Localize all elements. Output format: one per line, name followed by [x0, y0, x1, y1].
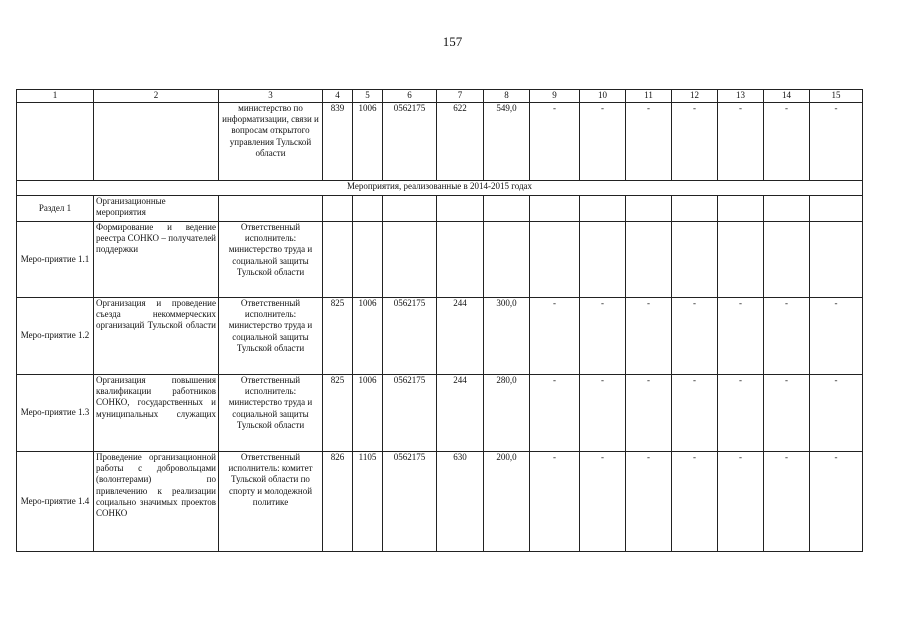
header-cell: 10 [580, 90, 626, 103]
cell-amount: 300,0 [484, 298, 530, 375]
executor-cell: министерство по информатизации, связи и вопросам открытого управления Тульской области [219, 103, 323, 181]
table-row [17, 103, 863, 181]
activity-number: Меро-приятие 1.4 [17, 452, 94, 552]
cell-dash: - [580, 375, 626, 452]
cell-empty [810, 196, 863, 222]
cell-dash: - [718, 452, 764, 552]
activity-title: Организация повышения квалификации работников СОНКО, государственных и муниципальных служащих [94, 375, 219, 452]
cell-empty [17, 103, 94, 181]
banner-row [17, 181, 863, 196]
cell-dash: - [672, 375, 718, 452]
cell-amount: 280,0 [484, 375, 530, 452]
cell-amount: 549,0 [484, 103, 530, 181]
cell-empty [672, 196, 718, 222]
header-cell: 2 [94, 90, 219, 103]
activity-title: Организация и проведение съезда некоммерческих организаций Тульской области [94, 298, 219, 375]
activity-title: Формирование и ведение реестра СОНКО – получателей поддержки [94, 222, 219, 298]
cell-rzpr: 1006 [353, 298, 383, 375]
cell-dash [580, 222, 626, 298]
cell-empty [718, 196, 764, 222]
cell-dash: - [810, 375, 863, 452]
header-cell: 6 [383, 90, 437, 103]
cell-dash: - [764, 298, 810, 375]
cell-dash: - [580, 103, 626, 181]
cell-empty [580, 196, 626, 222]
header-cell: 13 [718, 90, 764, 103]
header-cell: 14 [764, 90, 810, 103]
cell-empty [383, 196, 437, 222]
cell-csr: 0562175 [383, 103, 437, 181]
cell-grbs: 825 [323, 298, 353, 375]
activity-title: Проведение организационной работы с добровольцами (волонтерами) по привлечению к реализации социально значимых проектов СОНКО [94, 452, 219, 552]
cell-dash: - [810, 452, 863, 552]
cell-empty [530, 196, 580, 222]
header-cell: 4 [323, 90, 353, 103]
cell-dash [810, 222, 863, 298]
cell-dash [764, 222, 810, 298]
cell-dash: - [810, 103, 863, 181]
cell-dash: - [626, 103, 672, 181]
header-row [17, 90, 863, 103]
cell-empty [764, 196, 810, 222]
executor-cell: Ответственный исполнитель: министерство труда и социальной защиты Тульской области [219, 375, 323, 452]
budget-table [16, 89, 863, 552]
cell-dash: - [626, 298, 672, 375]
cell-grbs [323, 222, 353, 298]
cell-grbs: 825 [323, 375, 353, 452]
cell-dash [530, 222, 580, 298]
cell-csr [383, 222, 437, 298]
cell-dash: - [718, 375, 764, 452]
cell-rzpr: 1105 [353, 452, 383, 552]
cell-dash: - [718, 103, 764, 181]
page-number: 157 [442, 34, 463, 49]
cell-dash [672, 222, 718, 298]
header-cell: 9 [530, 90, 580, 103]
cell-empty [219, 196, 323, 222]
header-cell: 1 [17, 90, 94, 103]
cell-dash: - [580, 452, 626, 552]
cell-csr: 0562175 [383, 452, 437, 552]
cell-empty [353, 196, 383, 222]
cell-grbs: 826 [323, 452, 353, 552]
executor-cell: Ответственный исполнитель: комитет Тульской области по спорту и молодежной политике [219, 452, 323, 552]
header-cell: 8 [484, 90, 530, 103]
cell-rzpr: 1006 [353, 103, 383, 181]
section-banner: Мероприятия, реализованные в 2014-2015 годах [17, 181, 863, 196]
cell-dash: - [764, 375, 810, 452]
cell-dash: - [764, 452, 810, 552]
cell-dash: - [626, 375, 672, 452]
cell-empty [323, 196, 353, 222]
cell-dash: - [764, 103, 810, 181]
header-cell: 5 [353, 90, 383, 103]
cell-grbs: 839 [323, 103, 353, 181]
table-row [17, 452, 863, 552]
cell-amount [484, 222, 530, 298]
header-cell: 3 [219, 90, 323, 103]
cell-dash: - [530, 298, 580, 375]
header-cell: 11 [626, 90, 672, 103]
activity-number: Меро-приятие 1.1 [17, 222, 94, 298]
cell-csr: 0562175 [383, 298, 437, 375]
cell-dash: - [580, 298, 626, 375]
activity-number: Меро-приятие 1.2 [17, 298, 94, 375]
cell-vr: 244 [437, 375, 484, 452]
executor-cell: Ответственный исполнитель: министерство труда и социальной защиты Тульской области [219, 298, 323, 375]
cell-dash [718, 222, 764, 298]
header-cell: 7 [437, 90, 484, 103]
table-row [17, 375, 863, 452]
cell-vr: 244 [437, 298, 484, 375]
executor-cell: Ответственный исполнитель: министерство труда и социальной защиты Тульской области [219, 222, 323, 298]
cell-dash: - [810, 298, 863, 375]
cell-rzpr: 1006 [353, 375, 383, 452]
cell-dash: - [530, 452, 580, 552]
section-row [17, 196, 863, 222]
cell-vr [437, 222, 484, 298]
activity-number: Меро-приятие 1.3 [17, 375, 94, 452]
cell-dash [626, 222, 672, 298]
cell-dash: - [718, 298, 764, 375]
cell-dash: - [672, 103, 718, 181]
section-label: Раздел 1 [17, 196, 94, 222]
cell-dash: - [530, 103, 580, 181]
table-row [17, 222, 863, 298]
cell-amount: 200,0 [484, 452, 530, 552]
cell-empty [484, 196, 530, 222]
cell-csr: 0562175 [383, 375, 437, 452]
cell-vr: 630 [437, 452, 484, 552]
table-row [17, 298, 863, 375]
cell-dash: - [672, 298, 718, 375]
cell-rzpr [353, 222, 383, 298]
cell-empty [437, 196, 484, 222]
section-title: Организационные мероприятия [94, 196, 219, 222]
cell-dash: - [530, 375, 580, 452]
header-cell: 15 [810, 90, 863, 103]
cell-empty [626, 196, 672, 222]
cell-vr: 622 [437, 103, 484, 181]
header-cell: 12 [672, 90, 718, 103]
cell-dash: - [672, 452, 718, 552]
cell-dash: - [626, 452, 672, 552]
cell-empty [94, 103, 219, 181]
